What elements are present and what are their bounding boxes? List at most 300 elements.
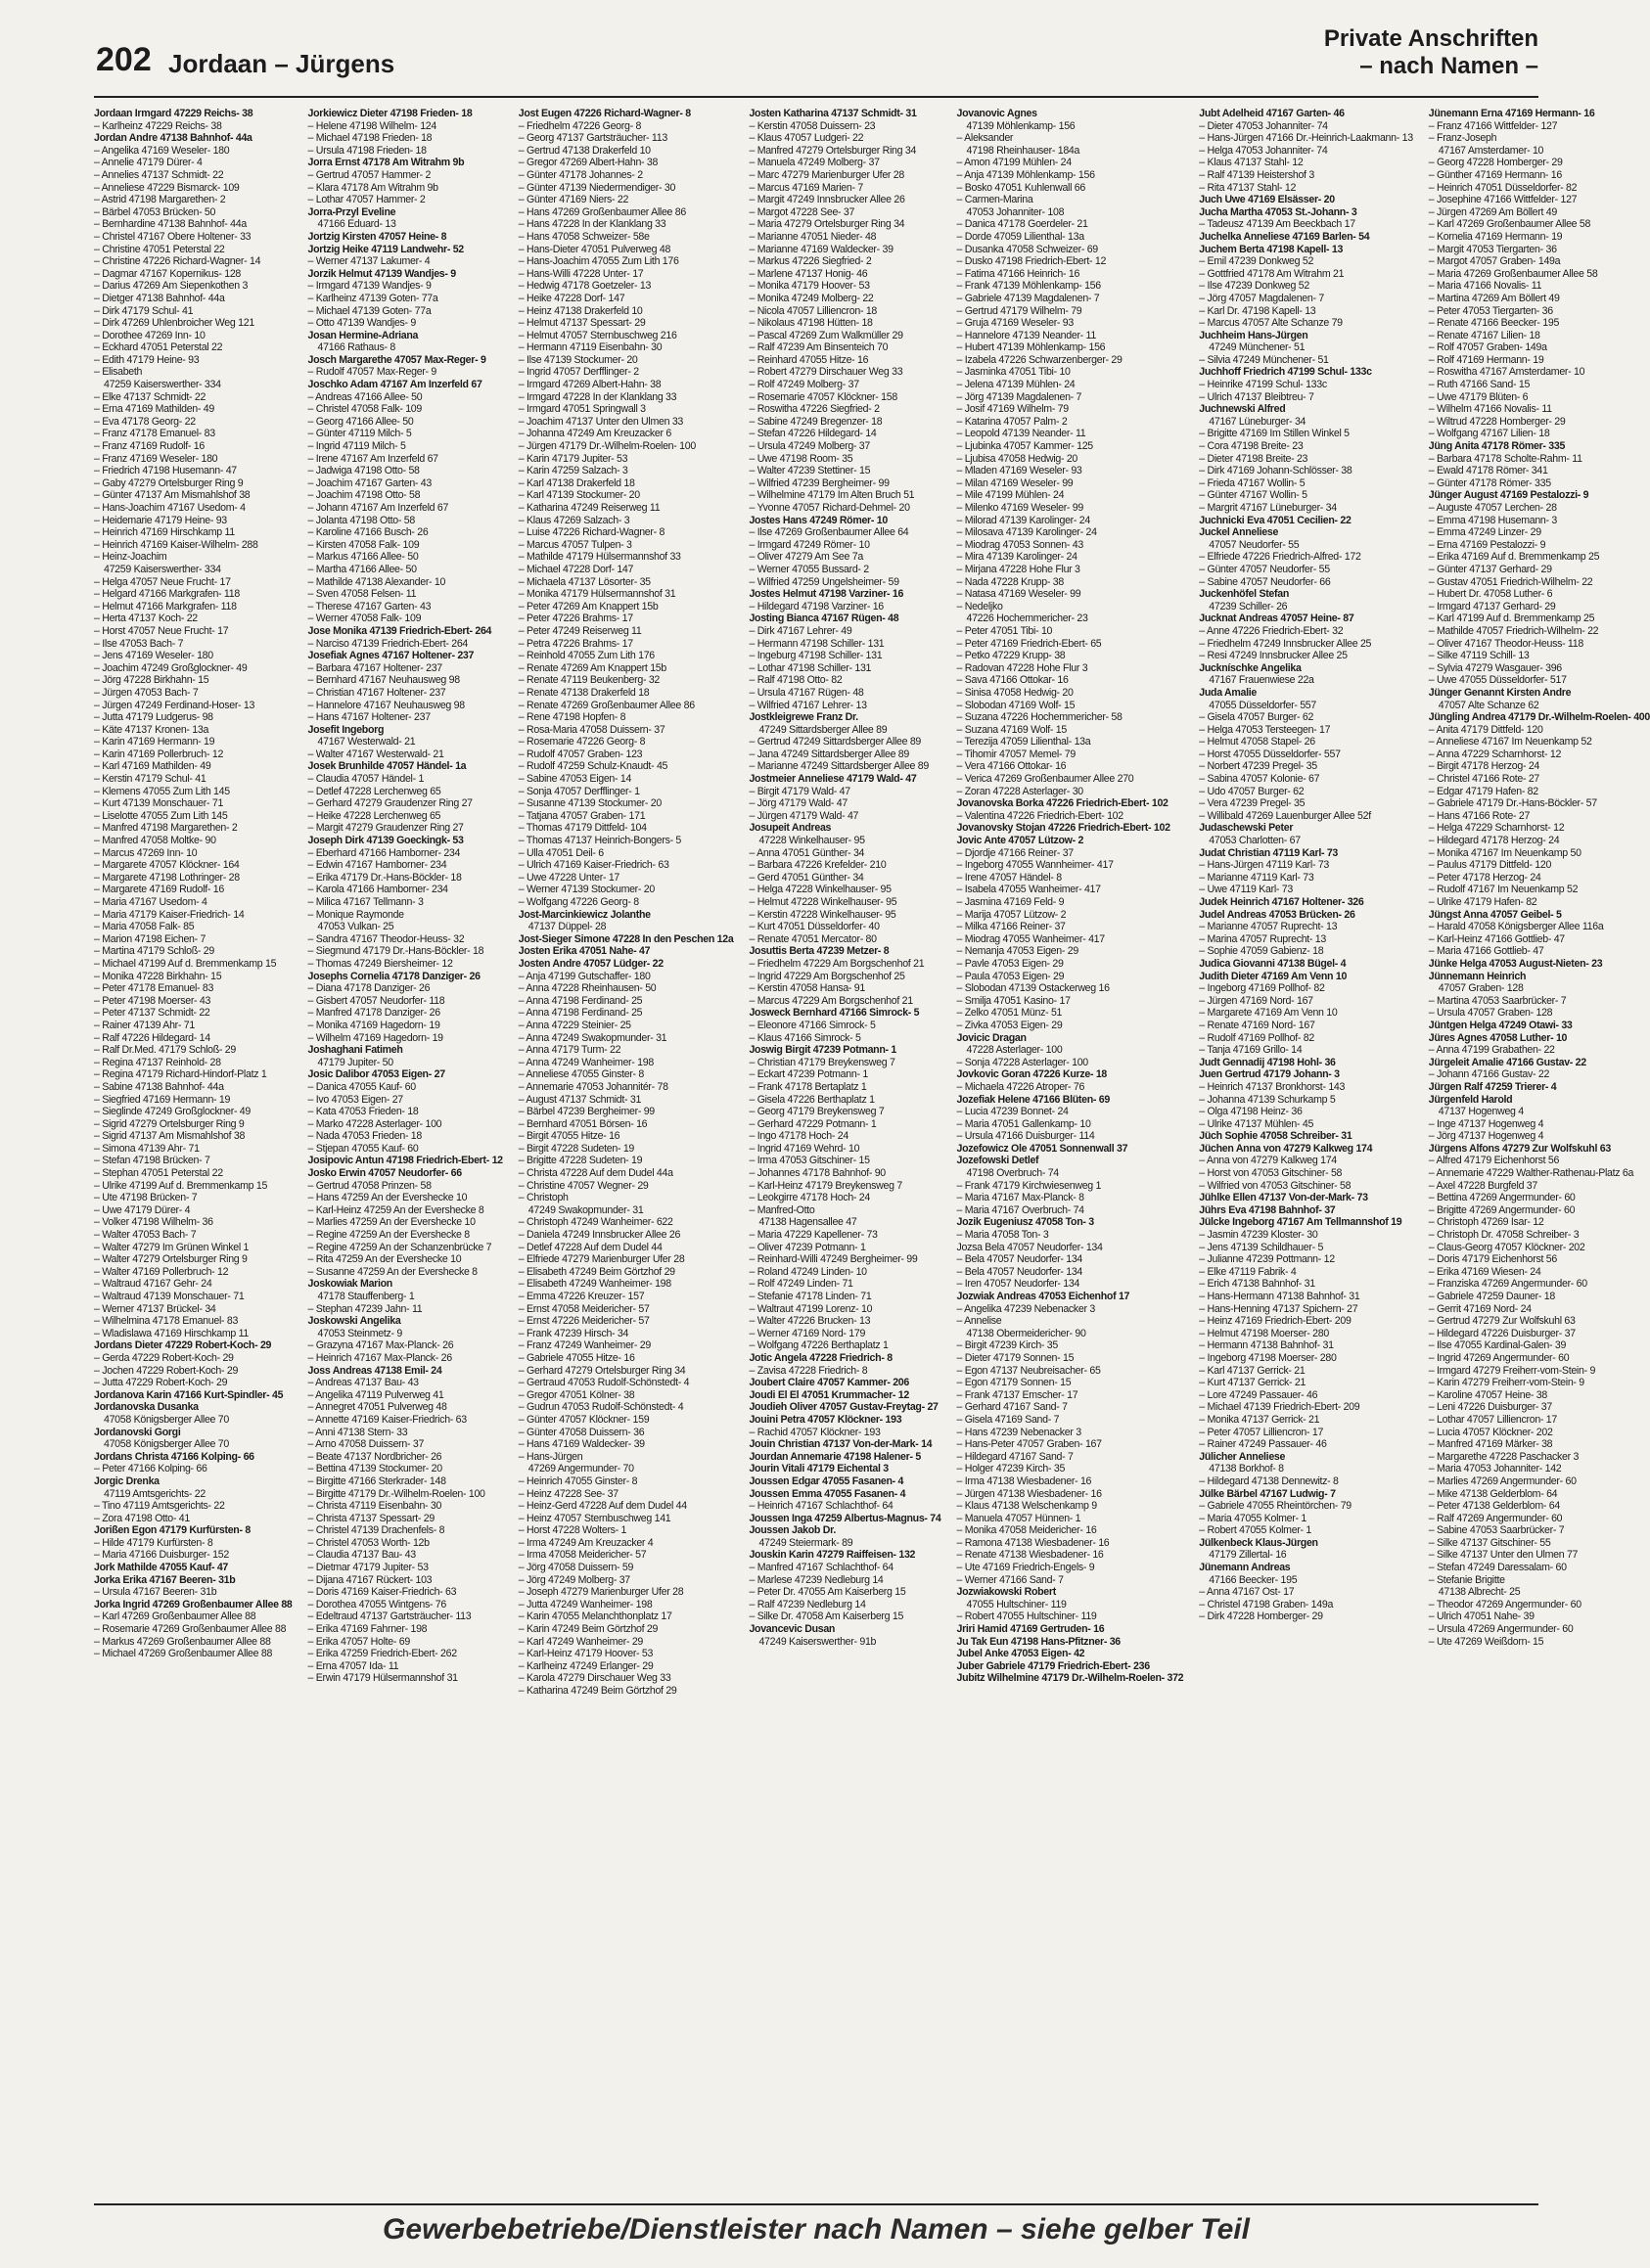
directory-entry: – Sigrid 47279 Ortelsburger Ring 9 bbox=[94, 1117, 245, 1130]
directory-entry: – Christoph 47249 Wanheimer- 622 bbox=[518, 1216, 673, 1229]
directory-entry: – Karola 47279 Dirschauer Weg 33 bbox=[518, 1672, 671, 1685]
directory-entry: Josek Brunhilde 47057 Händel- 1a bbox=[307, 760, 467, 773]
directory-entry: Jüng Anita 47178 Römer- 335 bbox=[1428, 440, 1566, 453]
directory-entry: – Marlies 47269 Angermunder- 60 bbox=[1428, 1474, 1577, 1487]
directory-entry: – Franz 47178 Emanuel- 83 bbox=[94, 428, 215, 440]
directory-entry: – Gertrud 47179 Wilhelm- 79 bbox=[956, 304, 1082, 317]
directory-entry: – Monique Raymonde bbox=[307, 908, 404, 921]
directory-entry: – Radovan 47228 Hohe Flur 3 bbox=[956, 661, 1088, 674]
directory-entry: – Holger 47239 Kirch- 35 bbox=[956, 1463, 1066, 1475]
directory-entry: – Detlef 47228 Lerchenweg 65 bbox=[307, 785, 441, 797]
directory-entry: – Sabine 47249 Bregenzer- 18 bbox=[749, 415, 883, 428]
directory-entry: Jourin Vitali 47179 Eichental 3 bbox=[749, 1463, 889, 1475]
directory-entry: 47058 Königsberger Allee 70 bbox=[104, 1438, 229, 1451]
directory-entry: – Rudolf 47057 Max-Reger- 9 bbox=[307, 366, 436, 379]
directory-entry: – Klara 47178 Am Witrahm 9b bbox=[307, 181, 438, 194]
directory-entry: – Regina 47179 Richard-Hindorf-Platz 1 bbox=[94, 1068, 267, 1081]
directory-entry: – Ursula 47167 Beeren- 31b bbox=[94, 1586, 217, 1599]
directory-entry: – Hildegard 47178 Herzog- 24 bbox=[1428, 835, 1560, 847]
directory-entry: – Ljubisa 47058 Hedwig- 20 bbox=[956, 452, 1078, 465]
directory-entry: – Heinz-Gerd 47228 Auf dem Dudel 44 bbox=[518, 1500, 687, 1513]
directory-entry: – Heike 47228 Dorf- 147 bbox=[518, 292, 625, 304]
directory-entry: – Barbara 47178 Scholte-Rahm- 11 bbox=[1428, 452, 1582, 465]
directory-entry: – Milan 47169 Weseler- 99 bbox=[956, 476, 1074, 489]
directory-entry: – Ute 47198 Brücken- 7 bbox=[94, 1192, 198, 1204]
directory-entry: – Zivka 47053 Eigen- 29 bbox=[956, 1019, 1063, 1031]
directory-entry: – Regina 47137 Reinhold- 28 bbox=[94, 1056, 221, 1068]
directory-entry: – Walter 47279 Ortelsburger Ring 9 bbox=[94, 1253, 248, 1266]
directory-entry: – Sinisa 47058 Hedwig- 20 bbox=[956, 686, 1074, 699]
directory-entry: – Herta 47137 Koch- 22 bbox=[94, 612, 198, 625]
directory-entry: – Frank 47137 Emscher- 17 bbox=[956, 1388, 1078, 1401]
directory-entry: 47137 Düppel- 28 bbox=[527, 921, 607, 933]
directory-entry: – Heinrich 47051 Düsseldorfer- 82 bbox=[1428, 181, 1578, 194]
directory-entry: – Christine 47226 Richard-Wagner- 14 bbox=[94, 255, 261, 268]
directory-entry: – Anja 47139 Möhlenkamp- 156 bbox=[956, 168, 1095, 181]
directory-entry: – Tihomir 47057 Memel- 79 bbox=[956, 748, 1076, 760]
directory-entry: 47259 Kaiserswerther- 334 bbox=[104, 379, 221, 391]
directory-entry: – Wilfried von 47053 Gitschiner- 58 bbox=[1199, 1179, 1352, 1192]
directory-entry: – Peter 47169 Friedrich-Ebert- 65 bbox=[956, 637, 1102, 650]
directory-entry: – Sigrid 47137 Am Mismahlshof 38 bbox=[94, 1130, 246, 1143]
directory-entry: – Heinrich 47137 Bronkhorst- 143 bbox=[1199, 1080, 1346, 1093]
directory-entry: – Paula 47053 Eigen- 29 bbox=[956, 970, 1065, 982]
directory-entry: – Bettina 47139 Stockumer- 20 bbox=[307, 1463, 442, 1475]
directory-entry: Jovicic Dragan bbox=[956, 1031, 1027, 1044]
directory-entry: – Christel 47166 Rote- 27 bbox=[1428, 773, 1540, 786]
directory-entry: Jünnemann Heinrich bbox=[1428, 970, 1527, 982]
directory-entry: Jovanovska Borka 47226 Friedrich-Ebert- 102 bbox=[956, 797, 1169, 810]
directory-entry: Jürgeleit Amalie 47166 Gustav- 22 bbox=[1428, 1056, 1586, 1068]
directory-entry: – Hildegard 47226 Duisburger- 37 bbox=[1428, 1327, 1576, 1339]
directory-entry: Jührs Eva 47198 Bahnhof- 37 bbox=[1199, 1203, 1336, 1216]
directory-entry: – Ernst 47058 Meidericher- 57 bbox=[518, 1302, 650, 1315]
directory-entry: – Irmgard 47269 Albert-Hahn- 38 bbox=[518, 379, 662, 391]
directory-entry: – Manuela 47249 Molberg- 37 bbox=[749, 157, 880, 169]
directory-entry: – Elke 47137 Schmidt- 22 bbox=[94, 390, 206, 403]
directory-entry: – Günter 47137 Am Mismahlshof 38 bbox=[94, 489, 251, 502]
directory-entry: – Doris 47169 Kaiser-Friedrich- 63 bbox=[307, 1586, 457, 1599]
directory-entry: – Oliver 47239 Potmann- 1 bbox=[749, 1241, 866, 1253]
directory-entry: – Markus 47269 Großenbaumer Allee 88 bbox=[94, 1635, 271, 1648]
directory-entry: – Heinrich 47169 Hirschkamp 11 bbox=[94, 526, 235, 539]
directory-entry: – Jörg 47057 Magdalenen- 7 bbox=[1199, 292, 1324, 304]
directory-entry: – Tanja 47169 Grillo- 14 bbox=[1199, 1044, 1303, 1057]
directory-entry: Josch Margarethe 47057 Max-Reger- 9 bbox=[307, 353, 486, 366]
directory-entry: – Martina 47053 Saarbrücker- 7 bbox=[1428, 994, 1567, 1007]
directory-entry: – Bärbel 47053 Brücken- 50 bbox=[94, 205, 216, 218]
directory-entry: – Ingrid 47269 Angermunder- 60 bbox=[1428, 1351, 1570, 1364]
directory-entry: – Peter 47137 Schmidt- 22 bbox=[94, 1007, 210, 1020]
directory-entry: – Rolf 47169 Hermann- 19 bbox=[1428, 353, 1544, 366]
directory-entry: – Sieglinde 47249 Großglockner- 49 bbox=[94, 1106, 251, 1118]
directory-entry: Jozsa Bela 47057 Neudorfer- 134 bbox=[956, 1241, 1103, 1253]
directory-entry: Jouini Petra 47057 Klöckner- 193 bbox=[749, 1413, 902, 1426]
directory-entry: – Gertraud 47053 Rudolf-Schönstedt- 4 bbox=[518, 1377, 690, 1389]
directory-entry: – Wolfgang 47226 Georg- 8 bbox=[518, 896, 639, 908]
directory-entry: – Heinz 47228 See- 37 bbox=[518, 1487, 619, 1500]
directory-entry: – Renate 47269 Großenbaumer Allee 86 bbox=[518, 699, 695, 711]
directory-entry: – Ralf 47198 Otto- 82 bbox=[749, 674, 843, 687]
directory-entry: – Liselotte 47055 Zum Lith 145 bbox=[94, 809, 228, 822]
directory-entry: – Franz-Joseph bbox=[1428, 132, 1497, 145]
directory-entry: 47226 Hochemmericher- 23 bbox=[966, 612, 1088, 625]
directory-entry: – Eva 47178 Georg- 22 bbox=[94, 415, 196, 428]
directory-entry: Jortzig Heike 47119 Landwehr- 52 bbox=[307, 243, 464, 255]
directory-entry: – Franz 47166 Wittfelder- 127 bbox=[1428, 119, 1558, 132]
directory-entry: – Mike 47138 Gelderblom- 64 bbox=[1428, 1487, 1558, 1500]
directory-entry: – Jürgen 47179 Dr.-Wilhelm-Roelen- 100 bbox=[518, 440, 696, 453]
directory-entry: – Lothar 47057 Lilliencron- 17 bbox=[1428, 1413, 1557, 1426]
directory-entry: – Joachim 47249 Großglockner- 49 bbox=[94, 661, 248, 674]
directory-entry: – Ulrike 47137 Mühlen- 45 bbox=[1199, 1117, 1314, 1130]
directory-entry: – Zavisa 47228 Friedrich- 8 bbox=[749, 1364, 868, 1377]
directory-entry: – Kerstin 47228 Winkelhauser- 95 bbox=[749, 908, 896, 921]
directory-entry: – Silke 47137 Gitschiner- 55 bbox=[1428, 1536, 1551, 1549]
directory-entry: – Johanna 47139 Schurkamp 5 bbox=[1199, 1093, 1336, 1106]
page-header bbox=[0, 0, 1552, 106]
directory-entry: – Brigitte 47228 Sudeten- 19 bbox=[518, 1155, 643, 1167]
directory-entry: Juber Gabriele 47179 Friedrich-Ebert- 236 bbox=[956, 1659, 1150, 1672]
directory-entry: – Wolfgang 47226 Berthaplatz 1 bbox=[749, 1339, 889, 1352]
directory-entry: – Hans-Henning 47137 Spichern- 27 bbox=[1199, 1302, 1358, 1315]
directory-entry: – Ingo 47178 Hoch- 24 bbox=[749, 1130, 848, 1143]
directory-entry: Jüngst Anna 47057 Geibel- 5 bbox=[1428, 908, 1562, 921]
directory-entry: – Peter 47178 Herzog- 24 bbox=[1428, 871, 1541, 884]
directory-entry: Jürgenfeld Harold bbox=[1428, 1093, 1513, 1106]
directory-entry: – Georg 47166 Allee- 50 bbox=[307, 415, 414, 428]
directory-entry: – Jochen 47229 Robert-Koch- 29 bbox=[94, 1364, 239, 1377]
directory-entry: – Karl 47269 Großenbaumer Allee 58 bbox=[1428, 218, 1591, 231]
directory-entry: – Christel 47139 Drachenfels- 8 bbox=[307, 1524, 445, 1537]
directory-entry: – Helene 47198 Wilhelm- 124 bbox=[307, 119, 436, 132]
directory-entry: – Ivo 47053 Eigen- 27 bbox=[307, 1093, 403, 1106]
directory-entry: – Elisabeth bbox=[94, 366, 143, 379]
directory-entry: – Robert 47279 Dirschauer Weg 33 bbox=[749, 366, 903, 379]
directory-entry: – Daniela 47249 Innsbrucker Allee 26 bbox=[518, 1229, 681, 1242]
directory-entry: – Axel 47228 Burgfeld 37 bbox=[1428, 1179, 1537, 1192]
directory-entry: Jotic Angela 47228 Friedrich- 8 bbox=[749, 1351, 893, 1364]
directory-entry: 47179 Jupiter- 50 bbox=[317, 1056, 393, 1068]
directory-entry: – Günther 47169 Hermann- 16 bbox=[1428, 168, 1562, 181]
directory-entry: – Annelie 47179 Dürer- 4 bbox=[94, 157, 203, 169]
directory-entry: – Jörg 47249 Molberg- 37 bbox=[518, 1573, 630, 1586]
directory-entry: – Emma 47198 Husemann- 3 bbox=[1428, 514, 1557, 526]
directory-entry: – Marcus 47169 Marien- 7 bbox=[749, 181, 863, 194]
directory-entry: – Hans 47269 Großenbaumer Allee 86 bbox=[518, 205, 686, 218]
directory-entry: – Djordje 47166 Reiner- 37 bbox=[956, 846, 1074, 859]
directory-entry: – Maria 47166 Gottlieb- 47 bbox=[1428, 945, 1544, 958]
directory-entry: – Anna 47179 Turm- 22 bbox=[518, 1044, 621, 1057]
directory-entry: – Dieter 47198 Breite- 23 bbox=[1199, 452, 1308, 465]
directory-entry: Josefiak Agnes 47167 Holtener- 237 bbox=[307, 650, 475, 662]
directory-entry: 47228 Asterlager- 100 bbox=[966, 1044, 1063, 1057]
directory-entry: – Pascal 47269 Zum Walkmüller 29 bbox=[749, 329, 903, 341]
directory-entry: – Lothar 47057 Hammer- 2 bbox=[307, 194, 426, 206]
directory-entry: – Birgit 47055 Hitze- 16 bbox=[518, 1130, 620, 1143]
directory-entry: – Peter Dr. 47055 Am Kaiserberg 15 bbox=[749, 1586, 906, 1599]
directory-entry: Jorißen Egon 47179 Kurfürsten- 8 bbox=[94, 1524, 251, 1537]
directory-entry: – August 47137 Schmidt- 31 bbox=[518, 1093, 642, 1106]
directory-entry: – Brigitte 47169 Im Stillen Winkel 5 bbox=[1199, 428, 1350, 440]
directory-entry: – Bärbel 47239 Bergheimer- 99 bbox=[518, 1106, 655, 1118]
directory-entry: – Emma 47226 Kreuzer- 157 bbox=[518, 1291, 645, 1302]
directory-entry: – Irma 47058 Meidericher- 57 bbox=[518, 1549, 647, 1562]
directory-entry: – Hans 47166 Rote- 27 bbox=[1428, 809, 1531, 822]
directory-entry: – Heinz-Joachim bbox=[94, 551, 167, 564]
directory-entry: – Erika 47169 Auf d. Bremmenkamp 25 bbox=[1428, 551, 1600, 564]
directory-entry: – Irmgard 47249 Römer- 10 bbox=[749, 538, 870, 551]
directory-entry: – Martina 47179 Schloß- 29 bbox=[94, 945, 214, 958]
directory-entry: – Maria 47058 Ton- 3 bbox=[956, 1229, 1049, 1242]
directory-entry: – Dagmar 47167 Kopernikus- 128 bbox=[94, 267, 242, 280]
directory-entry: – Frank 47239 Hirsch- 34 bbox=[518, 1327, 629, 1339]
directory-entry: Judel Andreas 47053 Brücken- 26 bbox=[1199, 908, 1355, 921]
directory-entry: – Jasmina 47169 Feld- 9 bbox=[956, 896, 1065, 908]
directory-entry: – Nemanja 47053 Eigen- 29 bbox=[956, 945, 1078, 958]
directory-entry: – Alfred 47179 Eichenhorst 56 bbox=[1428, 1155, 1560, 1167]
directory-entry: – Annemarie 47229 Walther-Rathenau-Platz 6a bbox=[1428, 1167, 1634, 1180]
directory-entry: – Robert 47055 Kolmer- 1 bbox=[1199, 1524, 1311, 1537]
directory-entry: – Erika 47259 Friedrich-Ebert- 262 bbox=[307, 1648, 457, 1660]
directory-entry: – Dietmar 47179 Jupiter- 53 bbox=[307, 1562, 429, 1574]
directory-entry: – Walter 47226 Brucken- 13 bbox=[749, 1315, 871, 1328]
directory-entry: 47249 Münchener- 51 bbox=[1209, 341, 1306, 354]
directory-entry: – Simona 47139 Ahr- 71 bbox=[94, 1142, 200, 1155]
directory-entry: – Karl-Heinz 47259 An der Evershecke 8 bbox=[307, 1203, 484, 1216]
directory-entry: – Emma 47249 Linzer- 29 bbox=[1428, 526, 1541, 539]
directory-entry: – Grazyna 47167 Max-Planck- 26 bbox=[307, 1339, 454, 1352]
directory-entry: – Christian 47167 Holtener- 237 bbox=[307, 686, 446, 699]
directory-entry: – Günter 47169 Niers- 22 bbox=[518, 194, 629, 206]
directory-entry: – Birgitte 47179 Dr.-Wilhelm-Roelen- 100 bbox=[307, 1487, 485, 1500]
directory-entry: 47166 Beecker- 195 bbox=[1209, 1573, 1298, 1586]
directory-entry: – Manfred 47279 Ortelsburger Ring 34 bbox=[749, 144, 917, 157]
directory-entry: Jüres Agnes 47058 Luther- 10 bbox=[1428, 1031, 1568, 1044]
directory-entry: – Sven 47058 Felsen- 11 bbox=[307, 588, 417, 601]
directory-entry: 47137 Hogenweg 4 bbox=[1438, 1106, 1524, 1118]
directory-entry: – Udo 47057 Burger- 62 bbox=[1199, 785, 1305, 797]
directory-entry: – Gisela 47226 Berthaplatz 1 bbox=[749, 1093, 875, 1106]
directory-entry: – Rolf 47249 Linden- 71 bbox=[749, 1278, 853, 1291]
directory-entry: – Karl 47138 Drakerfeld 18 bbox=[518, 476, 635, 489]
directory-entry: – Dietger 47138 Bahnhof- 44a bbox=[94, 292, 225, 304]
directory-entry: – Peter 47178 Emanuel- 83 bbox=[94, 982, 214, 995]
directory-entry: – Irmgard 47228 In der Klanklang 33 bbox=[518, 390, 677, 403]
directory-entry: – Theodor 47269 Angermunder- 60 bbox=[1428, 1598, 1581, 1610]
directory-entry: Jucha Martha 47053 St.-Johann- 3 bbox=[1199, 205, 1357, 218]
directory-entry: Josten Andre 47057 Lüdger- 22 bbox=[518, 957, 664, 970]
directory-entry: – Frieda 47167 Wollin- 5 bbox=[1199, 476, 1306, 489]
directory-entry: Joswig Birgit 47239 Potmann- 1 bbox=[749, 1044, 896, 1057]
directory-entry: Jostkleigrewe Franz Dr. bbox=[749, 711, 858, 724]
directory-entry: – Hans-Peter 47057 Graben- 167 bbox=[956, 1438, 1102, 1451]
directory-entry: Josko Erwin 47057 Neudorfer- 66 bbox=[307, 1167, 462, 1180]
directory-entry: – Wilhelmina 47178 Emanuel- 83 bbox=[94, 1315, 239, 1328]
directory-entry: 47138 Albrecht- 25 bbox=[1438, 1586, 1521, 1599]
directory-entry: – Renate 47269 Am Knappert 15b bbox=[518, 661, 666, 674]
directory-entry: – Maria 47051 Gallenkamp- 10 bbox=[956, 1117, 1091, 1130]
directory-entry: Juch Uwe 47169 Elsässer- 20 bbox=[1199, 194, 1335, 206]
directory-entry: Joshaghani Fatimeh bbox=[307, 1044, 403, 1057]
directory-entry: 47167 Frauenwiese 22a bbox=[1209, 674, 1314, 687]
directory-entry: Judaschewski Peter bbox=[1199, 822, 1294, 835]
directory-entry: – Margarete 47169 Am Venn 10 bbox=[1199, 1007, 1338, 1020]
directory-entry: Jovancevic Dusan bbox=[749, 1623, 836, 1636]
directory-entry: 47228 Winkelhauser- 95 bbox=[758, 835, 865, 847]
directory-entry: – Erich 47138 Bahnhof- 31 bbox=[1199, 1278, 1315, 1291]
header-divider bbox=[94, 96, 1538, 98]
directory-entry: – Elfriede 47279 Marienburger Ufer 28 bbox=[518, 1253, 685, 1266]
directory-entry: – Verica 47269 Großenbaumer Allee 270 bbox=[956, 773, 1134, 786]
directory-entry: Jüngling Andrea 47179 Dr.-Wilhelm-Roelen- 400 bbox=[1428, 711, 1650, 724]
directory-entry: – Jörg 47139 Magdalenen- 7 bbox=[956, 390, 1082, 403]
directory-entry: – Mladen 47169 Weseler- 93 bbox=[956, 465, 1082, 477]
directory-entry: Judica Giovanni 47138 Bügel- 4 bbox=[1199, 957, 1347, 970]
directory-entry: – Otto 47139 Wandjes- 9 bbox=[307, 317, 417, 330]
directory-entry: – Elfriede 47226 Friedrich-Alfred- 172 bbox=[1199, 551, 1361, 564]
directory-entry: – Oliver 47167 Theodor-Heuss- 118 bbox=[1428, 637, 1583, 650]
directory-entry: Jubel Anke 47053 Eigen- 42 bbox=[956, 1648, 1085, 1660]
directory-entry: – Erika 47057 Holte- 69 bbox=[307, 1635, 410, 1648]
directory-entry: – Aleksander bbox=[956, 132, 1014, 145]
directory-entry: – Renate 47119 Beukenberg- 32 bbox=[518, 674, 661, 687]
directory-entry: – Resi 47249 Innsbrucker Allee 25 bbox=[1199, 650, 1348, 662]
directory-entry: – Karin 47279 Freiherr-vom-Stein- 9 bbox=[1428, 1377, 1584, 1389]
directory-entry: – Walter 47169 Pollerbruch- 12 bbox=[94, 1265, 229, 1278]
directory-entry: – Jörg 47228 Birkhahn- 15 bbox=[94, 674, 209, 687]
directory-entry: – Gabriele 47055 Hitze- 16 bbox=[518, 1351, 635, 1364]
directory-entry: – Peter 47198 Moerser- 43 bbox=[94, 994, 211, 1007]
directory-entry: – Walter 47167 Westerwald- 21 bbox=[307, 748, 444, 760]
directory-entry: – Stjepan 47055 Kauf- 60 bbox=[307, 1142, 419, 1155]
directory-entry: – Hannelore 47139 Neander- 11 bbox=[956, 329, 1096, 341]
directory-entry: – Gruja 47169 Weseler- 93 bbox=[956, 317, 1074, 330]
directory-entry: – Valentina 47226 Friedrich-Ebert- 102 bbox=[956, 809, 1123, 822]
directory-entry: – Franz 47169 Weseler- 180 bbox=[94, 452, 218, 465]
directory-entry: – Ilse 47239 Donkweg 52 bbox=[1199, 280, 1309, 293]
directory-entry: – Irmgard 47137 Gerhard- 29 bbox=[1428, 600, 1556, 612]
directory-entry: – Joachim 47167 Garten- 43 bbox=[307, 476, 432, 489]
directory-entry: 47053 Charlotten- 67 bbox=[1209, 835, 1301, 847]
directory-entry: – Vera 47166 Ottokar- 16 bbox=[956, 760, 1067, 773]
directory-entry: – Karl 47139 Stockumer- 20 bbox=[518, 489, 640, 502]
directory-entry: – Ursula 47198 Frieden- 18 bbox=[307, 144, 427, 157]
directory-entry: – Bernhardine 47138 Bahnhof- 44a bbox=[94, 218, 247, 231]
directory-entry: Josuttis Berta 47239 Metzer- 8 bbox=[749, 945, 890, 958]
directory-entry: – Günter 47119 Milch- 5 bbox=[307, 428, 412, 440]
directory-entry: – Claus-Georg 47057 Klöckner- 202 bbox=[1428, 1241, 1585, 1253]
directory-entry: – Georg 47179 Breykensweg 7 bbox=[749, 1106, 885, 1118]
directory-entry: – Irmgard 47279 Freiherr-vom-Stein- 9 bbox=[1428, 1364, 1596, 1377]
directory-entry: – Ursula 47167 Rügen- 48 bbox=[749, 686, 864, 699]
directory-entry: 47057 Neudorfer- 55 bbox=[1209, 538, 1300, 551]
directory-entry: – Jens 47169 Weseler- 180 bbox=[94, 650, 213, 662]
directory-entry: – Gerhard 47229 Potmann- 1 bbox=[749, 1117, 877, 1130]
directory-entry: – Nedeljko bbox=[956, 600, 1003, 612]
directory-entry: Josten Erika 47051 Nahe- 47 bbox=[518, 945, 651, 958]
directory-entry: – Markus 47226 Siegfried- 2 bbox=[749, 255, 872, 268]
directory-entry: – Marcus 47057 Tulpen- 3 bbox=[518, 538, 632, 551]
directory-entry: – Günter 47178 Johannes- 2 bbox=[518, 168, 643, 181]
directory-entry: – Milica 47167 Tellmann- 3 bbox=[307, 896, 424, 908]
directory-entry: – Smilja 47051 Kasino- 17 bbox=[956, 994, 1071, 1007]
directory-entry: – Heinz 47138 Drakerfeld 10 bbox=[518, 304, 643, 317]
directory-entry: – Werner 47055 Bussard- 2 bbox=[749, 563, 869, 575]
directory-entry: – Jasminka 47051 Tibi- 10 bbox=[956, 366, 1071, 379]
directory-entry: – Helmut 47228 Winkelhauser- 95 bbox=[749, 896, 897, 908]
directory-entry: – Manfred-Otto bbox=[749, 1203, 815, 1216]
directory-entry: – Johann 47167 Am Inzerfeld 67 bbox=[307, 502, 449, 514]
directory-entry: – Dusko 47198 Friedrich-Ebert- 12 bbox=[956, 255, 1107, 268]
directory-entry: 47249 Kaiserswerther- 91b bbox=[758, 1635, 877, 1648]
directory-entry: – Klaus 47137 Stahl- 12 bbox=[1199, 157, 1304, 169]
directory-entry: – Inge 47137 Hogenweg 4 bbox=[1428, 1117, 1544, 1130]
directory-entry: Jouskin Karin 47279 Raiffeisen- 132 bbox=[749, 1549, 916, 1562]
directory-entry: – Anna 47249 Wanheimer- 198 bbox=[518, 1056, 654, 1068]
directory-entry: – Zoran 47228 Asterlager- 30 bbox=[956, 785, 1083, 797]
directory-entry: – Peter 47226 Brahms- 17 bbox=[518, 612, 633, 625]
directory-entry: – Leokgirre 47178 Hoch- 24 bbox=[749, 1192, 870, 1204]
directory-entry: – Edith 47179 Heine- 93 bbox=[94, 353, 200, 366]
directory-entry: – Kurt 47137 Gerrick- 21 bbox=[1199, 1377, 1306, 1389]
directory-entry: Jozefiak Helene 47166 Blüten- 69 bbox=[956, 1093, 1110, 1106]
directory-entry: – Markus 47166 Allee- 50 bbox=[307, 551, 419, 564]
directory-entry: – Milka 47166 Reiner- 37 bbox=[956, 921, 1066, 933]
directory-entry: – Sonja 47228 Asterlager- 100 bbox=[956, 1056, 1088, 1068]
directory-entry: – Marlese 47239 Nedleburg 14 bbox=[749, 1573, 884, 1586]
directory-columns bbox=[94, 108, 1650, 2172]
directory-entry: – Gaby 47279 Ortelsburger Ring 9 bbox=[94, 476, 244, 489]
directory-entry: – Hans-Joachim 47055 Zum Lith 176 bbox=[518, 255, 679, 268]
directory-entry: – Gisela 47169 Sand- 7 bbox=[956, 1413, 1060, 1426]
directory-entry: – Hermann 47138 Bahnhof- 31 bbox=[1199, 1339, 1334, 1352]
directory-entry: – Werner 47139 Stockumer- 20 bbox=[518, 884, 655, 896]
directory-entry: – Erika 47169 Fahrner- 198 bbox=[307, 1623, 428, 1636]
directory-entry: Judith Dieter 47169 Am Venn 10 bbox=[1199, 970, 1348, 982]
directory-entry: Jost Eugen 47226 Richard-Wagner- 8 bbox=[518, 108, 691, 119]
directory-entry: Jürgen Ralf 47259 Trierer- 4 bbox=[1428, 1080, 1557, 1093]
directory-entry: – Michaela 47137 Lösorter- 35 bbox=[518, 575, 651, 588]
directory-entry: – Anna 47198 Ferdinand- 25 bbox=[518, 1007, 643, 1020]
directory-entry: – Michael 47139 Goten- 77a bbox=[307, 304, 432, 317]
directory-entry: 47167 Westerwald- 21 bbox=[317, 736, 416, 748]
directory-entry: – Josephine 47166 Wittfelder- 127 bbox=[1428, 194, 1578, 206]
directory-entry: – Ralf 47239 Am Binsenteich 70 bbox=[749, 341, 889, 354]
directory-entry: – Gertrud 47279 Zur Wolfskuhl 63 bbox=[1428, 1315, 1576, 1328]
directory-entry: – Anneliese 47229 Bismarck- 109 bbox=[94, 181, 240, 194]
directory-column-3 bbox=[519, 108, 734, 2172]
directory-entry: – Gerd 47051 Günther- 34 bbox=[749, 871, 864, 884]
directory-entry: – Mirjana 47228 Hohe Flur 3 bbox=[956, 563, 1080, 575]
directory-entry: – Hedwig 47178 Goetzeler- 13 bbox=[518, 280, 652, 293]
directory-entry: – Horst 47055 Düsseldorfer- 557 bbox=[1199, 748, 1341, 760]
directory-entry: – Johannes 47178 Bahnhof- 90 bbox=[749, 1167, 886, 1180]
directory-entry: Jose Monika 47139 Friedrich-Ebert- 264 bbox=[307, 624, 492, 637]
directory-entry: – Paulus 47179 Dittfeld- 120 bbox=[1428, 859, 1552, 872]
directory-entry: – Uwe 47198 Room- 35 bbox=[749, 452, 853, 465]
directory-entry: – Doris 47179 Eichenhorst 56 bbox=[1428, 1253, 1557, 1266]
directory-entry: – Izabela 47226 Schwarzenberger- 29 bbox=[956, 353, 1123, 366]
directory-entry: – Jutta 47179 Ludgerus- 98 bbox=[94, 711, 213, 724]
directory-entry: – Margot 47057 Graben- 149a bbox=[1428, 255, 1561, 268]
directory-entry: – Jadwiga 47198 Otto- 58 bbox=[307, 465, 420, 477]
directory-entry: – Sabina 47057 Kolonie- 67 bbox=[1199, 773, 1320, 786]
directory-entry: – Anna 47228 Rheinhausen- 50 bbox=[518, 982, 657, 995]
directory-entry: – Rosa-Maria 47058 Duissern- 37 bbox=[518, 723, 665, 736]
directory-entry: – Frank 47139 Möhlenkamp- 156 bbox=[956, 280, 1101, 293]
page-number: 202 bbox=[96, 41, 152, 78]
